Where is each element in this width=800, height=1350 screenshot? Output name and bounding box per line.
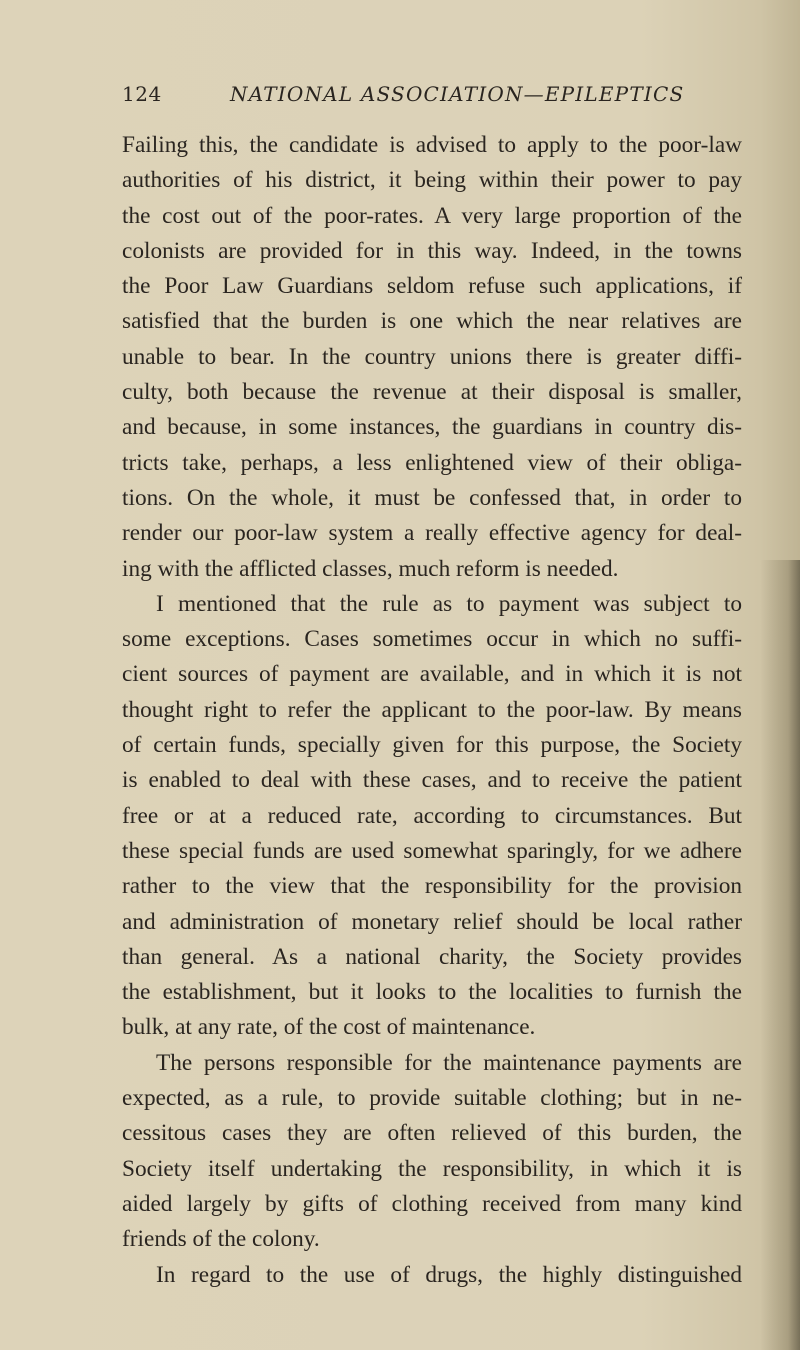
text-line: some exceptions. Cases sometimes occur in which no suffi-	[122, 626, 742, 653]
text-line: bulk, at any rate, of the cost of maintenance.	[122, 1014, 536, 1041]
text-line: and administration of monetary relief should be local rather	[122, 908, 742, 935]
text-line: of certain funds, specially given for this purpose, the Society	[122, 732, 742, 759]
text-line: I mentioned that the rule as to payment was subject to	[156, 590, 742, 617]
text-line: In regard to the use of drugs, the highly distinguished	[156, 1261, 742, 1288]
text-line: rather to the view that the responsibility for the provision	[122, 873, 742, 900]
text-line: these special funds are used somewhat sparingly, for we adhere	[122, 837, 742, 864]
text-line: colonists are provided for in this way. Indeed, in the towns	[122, 237, 742, 264]
text-line: tricts take, perhaps, a less enlightened view of their obliga-	[122, 449, 742, 476]
text-line: the establishment, but it looks to the localities to furnish the	[122, 979, 742, 1006]
text-line: thought right to refer the applicant to the poor-law. By means	[122, 696, 742, 723]
text-line: friends of the colony.	[122, 1226, 320, 1253]
text-line: is enabled to deal with these cases, and to receive the patient	[122, 767, 742, 794]
text-line: expected, as a rule, to provide suitable clothing; but in ne-	[122, 1085, 742, 1112]
text-line: Failing this, the candidate is advised to apply to the poor-law	[122, 132, 742, 158]
text-line: render our poor-law system a really effective agency for deal-	[122, 520, 742, 547]
text-line: authorities of his district, it being within their power to pay	[122, 167, 742, 194]
text-line: ing with the afflicted classes, much reform is needed.	[122, 555, 619, 582]
text-line: satisfied that the burden is one which the near relatives are	[122, 308, 742, 335]
text-line: unable to bear. In the country unions there is greater diffi-	[122, 343, 742, 370]
running-head: NATIONAL ASSOCIATION—EPILEPTICS	[230, 82, 685, 106]
text-line: than general. As a national charity, the Society provides	[122, 943, 742, 970]
text-line: culty, both because the revenue at their disposal is smaller,	[122, 379, 742, 406]
page-edge-shadow	[760, 560, 800, 1350]
text-line: the Poor Law Guardians seldom refuse such applications, if	[122, 273, 742, 300]
text-line: cient sources of payment are available, and in which it is not	[122, 661, 742, 688]
page-header	[122, 82, 685, 116]
text-line: cessitous cases they are often relieved of this burden, the	[122, 1120, 742, 1147]
page-number: 124	[122, 82, 162, 106]
text-line: Society itself undertaking the responsibility, in which it is	[122, 1155, 742, 1182]
text-line: the cost out of the poor-rates. A very large proportion of the	[122, 202, 742, 229]
text-line: The persons responsible for the maintenance payments are	[156, 1049, 742, 1076]
text-line: aided largely by gifts of clothing received from many kind	[122, 1190, 742, 1217]
text-line: and because, in some instances, the guardians in country dis-	[122, 414, 742, 441]
text-line: tions. On the whole, it must be confessed that, in order to	[122, 484, 742, 511]
text-line: free or at a reduced rate, according to circumstances. But	[122, 802, 742, 829]
body-text	[122, 128, 742, 1293]
